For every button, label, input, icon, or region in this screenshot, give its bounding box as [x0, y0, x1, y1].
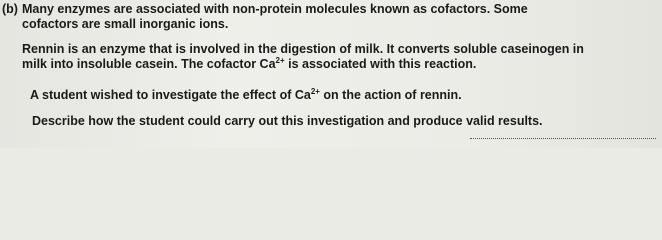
- question-part-label: (b): [2, 2, 18, 16]
- rennin-line-1: Rennin is an enzyme that is involved in the digestion of milk. It converts soluble caseinogen in: [22, 42, 584, 56]
- rennin-line-2-tail: is associated with this reaction.: [284, 57, 477, 71]
- instruction-line: Describe how the student could carry out this investigation and produce valid results.: [32, 114, 543, 128]
- rennin-line-2: [22, 57, 476, 71]
- ion-charge-superscript: 2+: [310, 86, 320, 96]
- student-line: [30, 88, 462, 102]
- intro-line-1: Many enzymes are associated with non-protein molecules known as cofactors. Some: [22, 2, 528, 16]
- rennin-line-2-text: milk into insoluble casein. The cofactor Ca: [22, 57, 276, 71]
- ion-charge-superscript: 2+: [275, 55, 285, 65]
- student-line-text: A student wished to investigate the effect of Ca: [30, 88, 311, 102]
- answer-dotted-line: [470, 138, 656, 139]
- student-line-tail: on the action of rennin.: [319, 88, 462, 102]
- intro-line-2: cofactors are small inorganic ions.: [22, 17, 229, 31]
